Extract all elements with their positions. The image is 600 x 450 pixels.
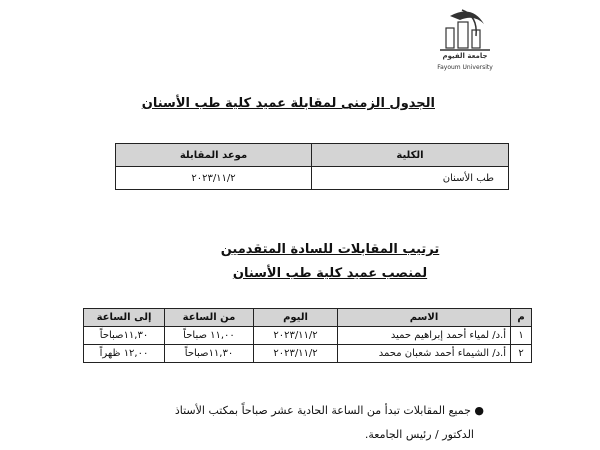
schedule-table — [83, 308, 532, 363]
logo-english-text: Fayoum University — [437, 64, 493, 71]
college-cell: طب الأسنان — [312, 167, 509, 190]
to-header: إلى الساعة — [84, 309, 165, 327]
note-text: جميع المقابلات تبدأ من الساعة الحادية عشر صباحاً بمكتب الأستاذ — [174, 404, 471, 417]
table-row — [116, 167, 509, 190]
note-line-1 — [175, 404, 484, 417]
date-header: موعد المقابلة — [116, 144, 312, 167]
page-title: الجدول الزمنى لمقابلة عميد كلية طب الأسنان — [141, 96, 435, 111]
order-title: ترتيب المقابلات للسادة المتقدمين — [220, 242, 440, 257]
day-header: اليوم — [254, 309, 338, 327]
name-cell: أ.د/ لمياء أحمد إبراهيم حميد — [338, 327, 511, 345]
num-cell: ٢ — [511, 345, 532, 363]
college-date-table — [115, 143, 509, 190]
day-cell: ٢٠٢٣/١١/٢ — [254, 327, 338, 345]
logo-emblem-icon — [432, 6, 498, 52]
to-cell: ١٢,٠٠ ظهراً — [84, 345, 165, 363]
order-subtitle: لمنصب عميد كلية طب الأسنان — [232, 266, 428, 281]
logo-arabic-text: جامعة الفيوم — [442, 52, 488, 60]
from-header: من الساعة — [165, 309, 254, 327]
name-cell: أ.د/ الشيماء أحمد شعبان محمد — [338, 345, 511, 363]
from-cell: ١١,٣٠صباحاً — [165, 345, 254, 363]
num-cell: ١ — [511, 327, 532, 345]
bullet-icon: ● — [474, 404, 484, 417]
day-cell: ٢٠٢٣/١١/٢ — [254, 345, 338, 363]
note-line-2: الدكتور / رئيس الجامعة. — [364, 428, 474, 441]
table-header-row — [116, 144, 509, 167]
date-cell: ٢٠٢٣/١١/٢ — [116, 167, 312, 190]
num-header: م — [511, 309, 532, 327]
name-header: الاسم — [338, 309, 511, 327]
table-row — [84, 345, 532, 363]
college-header: الكلية — [312, 144, 509, 167]
from-cell: ١١,٠٠ صباحاً — [165, 327, 254, 345]
to-cell: ١١,٣٠صباحاً — [84, 327, 165, 345]
table-header-row — [84, 309, 532, 327]
university-logo — [432, 6, 498, 78]
table-row — [84, 327, 532, 345]
